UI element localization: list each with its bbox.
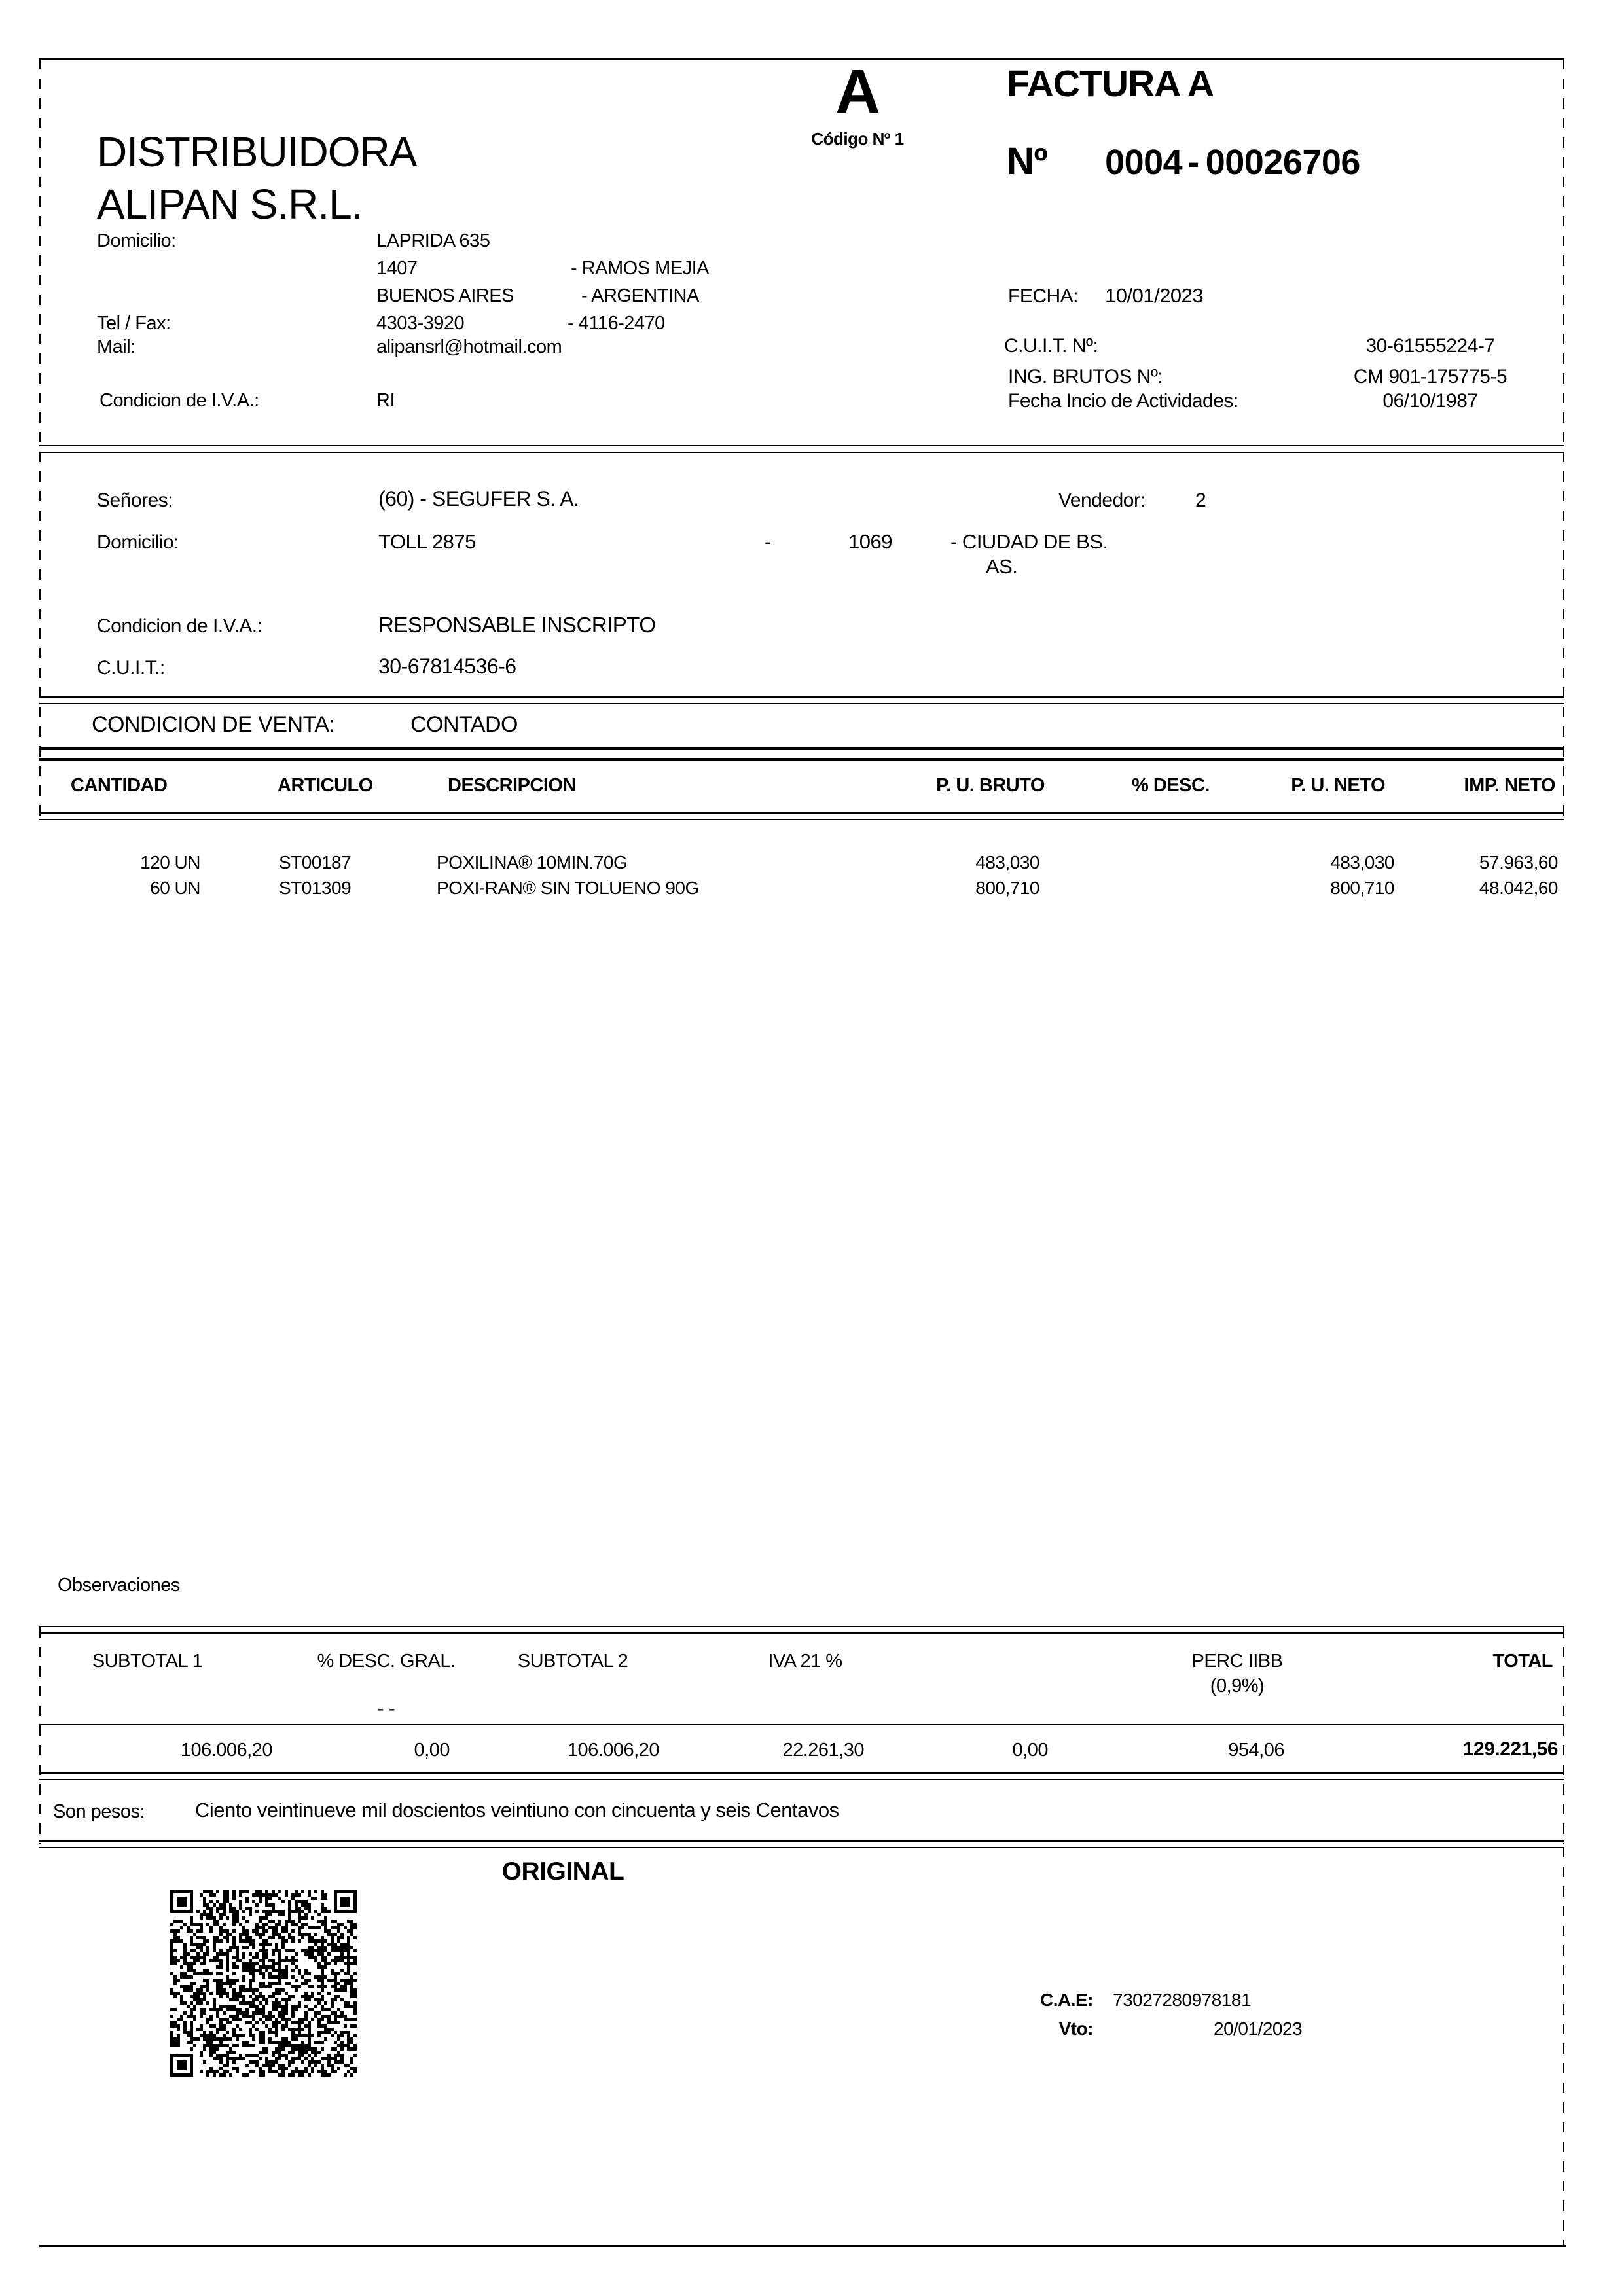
- rule-top: [39, 58, 1564, 60]
- totals-header-perc-rate: (0,9%): [1210, 1676, 1265, 1696]
- seller-name-line1: DISTRIBUIDORA: [97, 128, 417, 175]
- amount-words-value: Ciento veintinueve mil doscientos veintiuno con cincuenta y seis Centavos: [195, 1799, 839, 1821]
- col-descripcion: DESCRIPCION: [448, 775, 576, 796]
- totals-header-iva: IVA 21 %: [768, 1651, 842, 1672]
- totals-header-subtotal1: SUBTOTAL 1: [92, 1651, 203, 1672]
- sale-condition-label: CONDICION DE VENTA:: [92, 712, 335, 737]
- customer-cuit-value: 30-67814536-6: [378, 655, 516, 678]
- col-pu-neto: P. U. NETO: [1291, 775, 1385, 796]
- seller-zip: 1407: [376, 258, 418, 279]
- totals-value-subtotal2: 106.006,20: [567, 1740, 659, 1761]
- seller-iva-label: Condicion de I.V.A.:: [99, 390, 259, 411]
- seller-mail: alipansrl@hotmail.com: [376, 336, 562, 357]
- border-left-totals: [39, 1627, 41, 1844]
- totals-value-total: 129.221,56: [1462, 1738, 1558, 1760]
- cuit-value: 30-61555224-7: [1365, 335, 1495, 357]
- totals-desc-dashes: - -: [377, 1698, 395, 1719]
- col-cantidad: CANTIDAD: [71, 775, 168, 796]
- totals-value-subtotal1: 106.006,20: [180, 1740, 272, 1761]
- col-desc-pct: % DESC.: [1132, 775, 1210, 796]
- totals-header-perc-iibb: PERC IIBB: [1191, 1651, 1283, 1672]
- seller-country: - ARGENTINA: [581, 285, 699, 306]
- customer-name: (60) - SEGUFER S. A.: [378, 487, 579, 511]
- item-desc: POXILINA® 10MIN.70G: [437, 852, 628, 872]
- customer-vendedor-label: Vendedor:: [1058, 490, 1146, 511]
- seller-tel1: 4303-3920: [376, 313, 465, 334]
- item-code: ST00187: [279, 852, 352, 872]
- customer-address-label: Domicilio:: [97, 531, 179, 553]
- item-qty: 120 UN: [140, 852, 200, 872]
- rule-words-bottom: [39, 1840, 1564, 1848]
- item-qty: 60 UN: [150, 878, 200, 898]
- cae-label: C.A.E:: [1040, 1990, 1093, 2010]
- invoice-number-prefix: 0004: [1105, 143, 1183, 182]
- seller-address-label: Domicilio:: [97, 230, 176, 251]
- amount-words-label: Son pesos:: [53, 1801, 145, 1822]
- border-right-totals: [1563, 1627, 1564, 1844]
- totals-header-total: TOTAL: [1492, 1651, 1553, 1672]
- item-pu-neto: 800,710: [1330, 878, 1394, 898]
- customer-zip: 1069: [848, 530, 892, 553]
- col-articulo: ARTICULO: [278, 775, 373, 796]
- item-imp-neto: 48.042,60: [1479, 878, 1558, 898]
- item-pu-bruto: 800,710: [975, 878, 1039, 898]
- seller-tel2: - 4116-2470: [568, 313, 665, 334]
- item-pu-bruto: 483,030: [975, 852, 1039, 872]
- rule-sale-bottom: [39, 747, 1564, 761]
- customer-cuit-label: C.U.I.T.:: [97, 657, 165, 679]
- rule-page-bottom: [39, 2245, 1566, 2247]
- col-pu-bruto: P. U. BRUTO: [936, 775, 1045, 796]
- customer-senores-label: Señores:: [97, 490, 173, 511]
- totals-value-iva: 22.261,30: [782, 1740, 864, 1761]
- customer-address-sep: -: [765, 530, 771, 553]
- customer-iva-label: Condicion de I.V.A.:: [97, 615, 262, 637]
- rule-tablehead-bottom: [39, 812, 1564, 820]
- rule-totals-top: [39, 1626, 1564, 1634]
- customer-vendedor-value: 2: [1195, 490, 1206, 511]
- seller-province: BUENOS AIRES: [376, 285, 514, 306]
- rule-customer-bottom: [39, 696, 1564, 704]
- invoice-letter-code: Código Nº 1: [811, 129, 904, 149]
- observations-label: Observaciones: [58, 1575, 180, 1596]
- item-desc: POXI-RAN® SIN TOLUENO 90G: [437, 878, 699, 898]
- border-left-header: [39, 59, 41, 819]
- activity-start-label: Fecha Incio de Actividades:: [1008, 390, 1238, 412]
- totals-value-desc-gral: 0,00: [414, 1740, 450, 1761]
- seller-iva: RI: [376, 390, 395, 411]
- invoice-letter: A: [835, 57, 880, 126]
- activity-start-value: 06/10/1987: [1382, 390, 1478, 412]
- invoice-number: [1007, 140, 1360, 184]
- seller-tel-label: Tel / Fax:: [97, 313, 171, 334]
- totals-header-desc-gral: % DESC. GRAL.: [317, 1651, 456, 1672]
- border-right-footer: [1563, 1847, 1564, 2246]
- customer-iva-value: RESPONSABLE INSCRIPTO: [378, 613, 656, 637]
- customer-city-line2: AS.: [986, 555, 1018, 578]
- iibb-value: CM 901-175775-5: [1353, 366, 1507, 387]
- item-imp-neto: 57.963,60: [1479, 852, 1558, 872]
- seller-mail-label: Mail:: [97, 336, 135, 357]
- vto-label: Vto:: [1058, 2018, 1093, 2039]
- qr-code: [170, 1890, 357, 2077]
- customer-city-line1: - CIUDAD DE BS.: [950, 530, 1108, 553]
- customer-street: TOLL 2875: [378, 530, 476, 553]
- cae-value: 73027280978181: [1113, 1990, 1252, 2010]
- invoice-number-seq: 00026706: [1205, 143, 1360, 182]
- border-right-header: [1563, 59, 1564, 819]
- rule-totals-mid: [39, 1724, 1564, 1725]
- cuit-label: C.U.I.T. Nº:: [1004, 335, 1098, 357]
- invoice-number-sep: -: [1187, 143, 1199, 182]
- item-pu-neto: 483,030: [1330, 852, 1394, 872]
- date-label: FECHA:: [1008, 285, 1079, 307]
- date-value: 10/01/2023: [1105, 284, 1204, 307]
- copy-label: ORIGINAL: [501, 1857, 624, 1886]
- rule-seller-bottom: [39, 445, 1564, 453]
- sale-condition-value: CONTADO: [410, 712, 518, 737]
- iibb-label: ING. BRUTOS Nº:: [1008, 366, 1163, 387]
- totals-value-extra: 0,00: [1012, 1740, 1048, 1761]
- item-code: ST01309: [279, 878, 352, 898]
- totals-value-perc-iibb: 954,06: [1228, 1740, 1284, 1761]
- seller-street: LAPRIDA 635: [376, 230, 490, 251]
- seller-name-line2: ALIPAN S.R.L.: [97, 181, 363, 228]
- seller-city: - RAMOS MEJIA: [571, 258, 710, 279]
- rule-totals-bottom: [39, 1772, 1564, 1780]
- invoice-number-label: Nº: [1007, 140, 1048, 183]
- totals-header-subtotal2: SUBTOTAL 2: [517, 1651, 628, 1672]
- vto-value: 20/01/2023: [1214, 2018, 1303, 2039]
- col-imp-neto: IMP. NETO: [1464, 775, 1555, 796]
- invoice-title: FACTURA A: [1007, 63, 1214, 105]
